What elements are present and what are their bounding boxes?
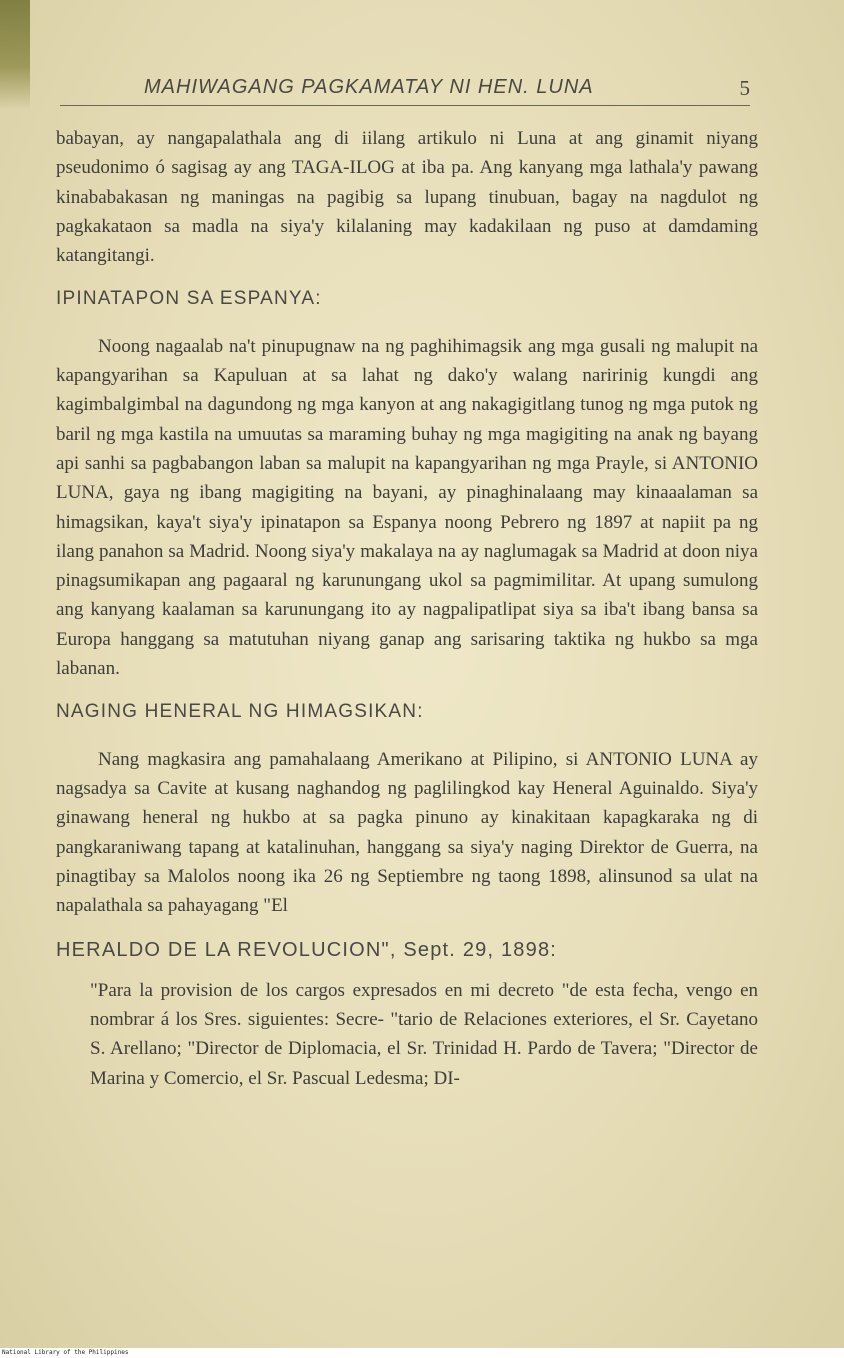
library-credit: National Library of the Philippines: [2, 1349, 129, 1356]
running-title: MAHIWAGANG PAGKAMATAY NI HEN. LUNA: [144, 76, 594, 98]
paragraph-1: babayan, ay nangapalathala ang di iilang artikulo ni Luna at ang ginamit niyang pseudonimo ó sagisag ay ang TAGA-ILOG at iba pa. Ang kanyang mga lathala'y pawang kinababakasan ng maningas na pagibig sa lupang tinubuan, bagay na nagdulot ng pagkakataon sa madla na siya'y kilalaning may kadakilaan ng puso at damdaming katangitangi.: [56, 128, 758, 267]
section-heading-heneral: NAGING HENERAL NG HIMAGSIKAN:: [56, 701, 424, 723]
quote-block: "Para la provision de los cargos expresados en mi decreto "de esta fecha, vengo en nombrar á los Sres. siguientes: Secre- "tario de Relaciones exteriores, el Sr. Cayetano S. Arellano; "Director de Diplomacia, el Sr. Trinidad H. Pardo de Tavera; "Director de Marina y Comercio, el Sr. Pascual Ledesma; DI-: [90, 979, 758, 1089]
page-header: [60, 70, 750, 106]
paragraph-2: Noong nagaalab na't pinupugnaw na ng paghihimagsik ang mga gusali ng malupit na kapangyarihan sa Kapuluan at sa lahat ng dako'y walang naririnig kungdi ang kagimbalgimbal na dagundong ng mga kanyon at ang nakagigitlang tunog ng mga putok ng baril ng mga kastila na umuutas sa maraming buhay ng mga magigiting na anak ng bayang api sanhi sa pagbabangon laban sa malupit na kapangyarihan ng mga Prayle, si ANTONIO LUNA, gaya ng ibang magigiting na bayani, ay pinaghinalaang may kinaaalaman sa himagsikan, kaya't siya'y ipinatapon sa Espanya noong Pebrero ng 1897 at napiit pa ng ilang panahon sa Madrid. Noong siya'y makalaya na ay naglumagak sa Madrid at doon niya pinagsumikapan ang pagaaral ng karunungang ukol sa pagmimilitar. At upang sumulong ang kanyang kaalaman sa karunungang ito ay nagpalipatlipat siya sa iba't ibang bansa sa Europa hanggang sa matutuhan niyang ganap ang sarisaring taktika ng hukbo sa mga labanan.: [56, 335, 758, 680]
page-number: 5: [739, 76, 750, 100]
page-stain: [0, 0, 30, 110]
section-heading-ipinatapon: IPINATAPON SA ESPANYA:: [56, 288, 322, 310]
paragraph-3: Nang magkasira ang pamahalaang Amerikano at Pilipino, si ANTONIO LUNA ay nagsadya sa Cavite at kusang naghandog ng paglilingkod kay Heneral Aguinaldo. Siya'y ginawang heneral ng hukbo at sa pagka pinuno ay kinakitaan kapagkaraka ng di pangkaraniwang tapang at katalinuhan, hanggang sa siya'y naging Direktor de Guerra, na pinagtibay sa Malolos noong ika 26 ng Septiembre ng taong 1898, alinsunod sa ulat na napalathala sa pahayagang "El: [56, 748, 758, 917]
header-rule: [60, 105, 750, 106]
page-body: [56, 124, 758, 1093]
section-heading-heraldo: HERALDO DE LA REVOLUCION", Sept. 29, 1898:: [56, 939, 558, 962]
footer-strip: [0, 1348, 844, 1358]
